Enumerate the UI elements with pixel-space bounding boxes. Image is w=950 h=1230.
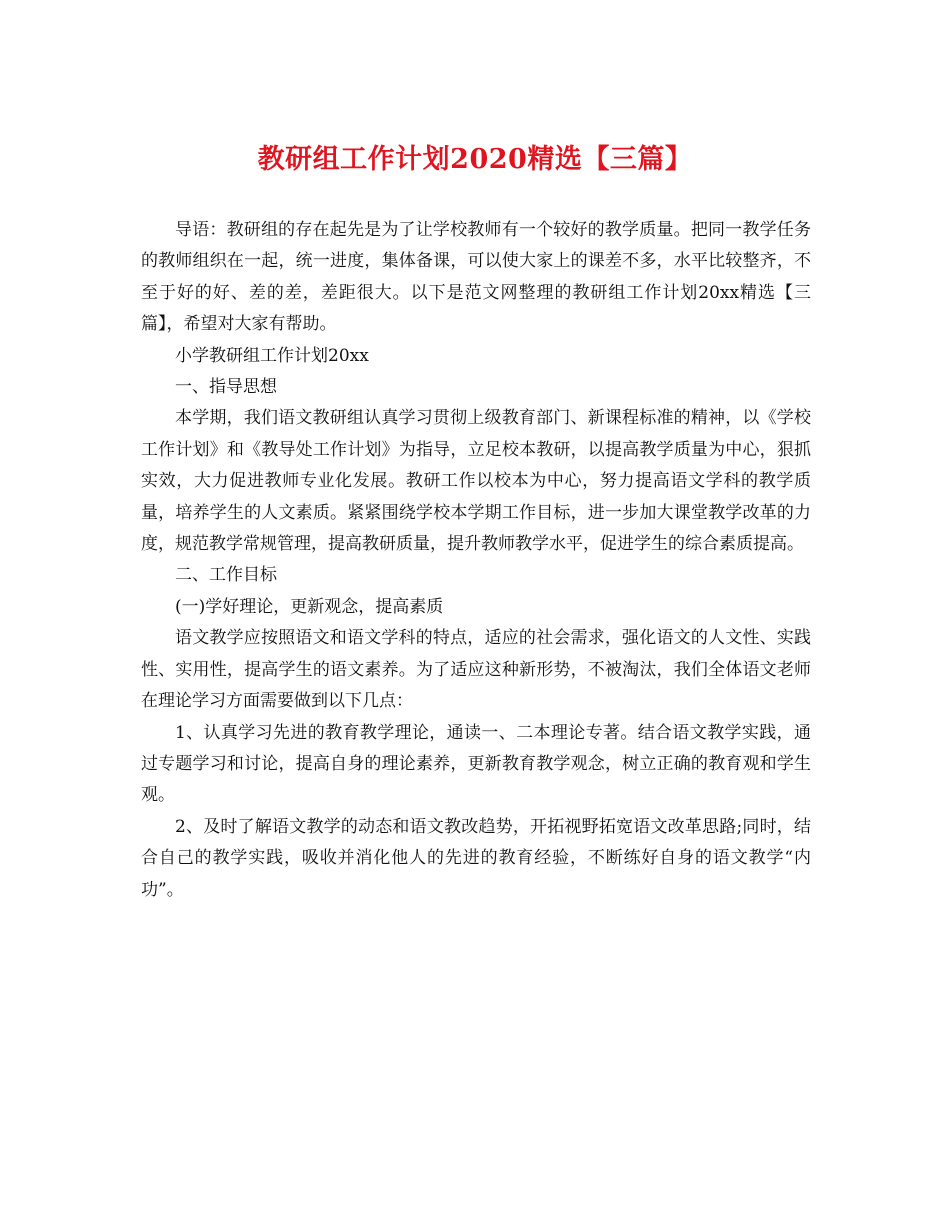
document-body [141, 215, 811, 906]
paragraph-guiding-ideas: 本学期，我们语文教研组认真学习贯彻上级教育部门、新课程标准的精神，以《学校工作计划》和《教导处工作计划》为指导，立足校本教研，以提高教学质量为中心，狠抓实效，大力促进教师专业化发展。教研工作以校本为中心，努力提高语文学科的教学质量，培养学生的人文素质。紧紧围绕学校本学期工作目标，进一步加大课堂教学改革的力度，规范教学常规管理，提高教研质量，提升教师教学水平，促进学生的综合素质提高。 [141, 408, 811, 555]
paragraph-intro: 导语：教研组的存在起先是为了让学校教师有一个较好的教学质量。把同一教学任务的教师组织在一起，统一进度，集体备课，可以使大家上的课差不多，水平比较整齐，不至于好的好、差的差，差距很大。以下是范文网整理的教研组工作计划20xx精选【三篇】，希望对大家有帮助。 [141, 220, 811, 335]
paragraph-subsection-1-heading: (一)学好理论，更新观念，提高素质 [175, 596, 444, 617]
paragraph-plan-heading: 小学教研组工作计划20xx [175, 345, 369, 366]
paragraph-section-1-heading: 一、指导思想 [175, 377, 277, 398]
paragraph-chinese-teaching: 语文教学应按照语文和语文学科的特点，适应的社会需求，强化语文的人文性、实践性、实用性，提高学生的语文素养。为了适应这种新形势，不被淘汰，我们全体语文老师在理论学习方面需要做到以下几点： [141, 628, 811, 712]
document-title: 教研组工作计划2020精选【三篇】 [257, 144, 693, 175]
paragraph-section-2-heading: 二、工作目标 [175, 565, 277, 586]
paragraph-item-2: 2、及时了解语文教学的动态和语文教改趋势，开拓视野拓宽语文改革思路;同时，结合自己的教学实践，吸收并消化他人的先进的教育经验，不断练好自身的语文教学“内功”。 [141, 816, 811, 900]
paragraph-item-1: 1、认真学习先进的教育教学理论，通读一、二本理论专著。结合语文教学实践，通过专题学习和讨论，提高自身的理论素养，更新教育教学观念，树立正确的教育观和学生观。 [141, 722, 811, 806]
